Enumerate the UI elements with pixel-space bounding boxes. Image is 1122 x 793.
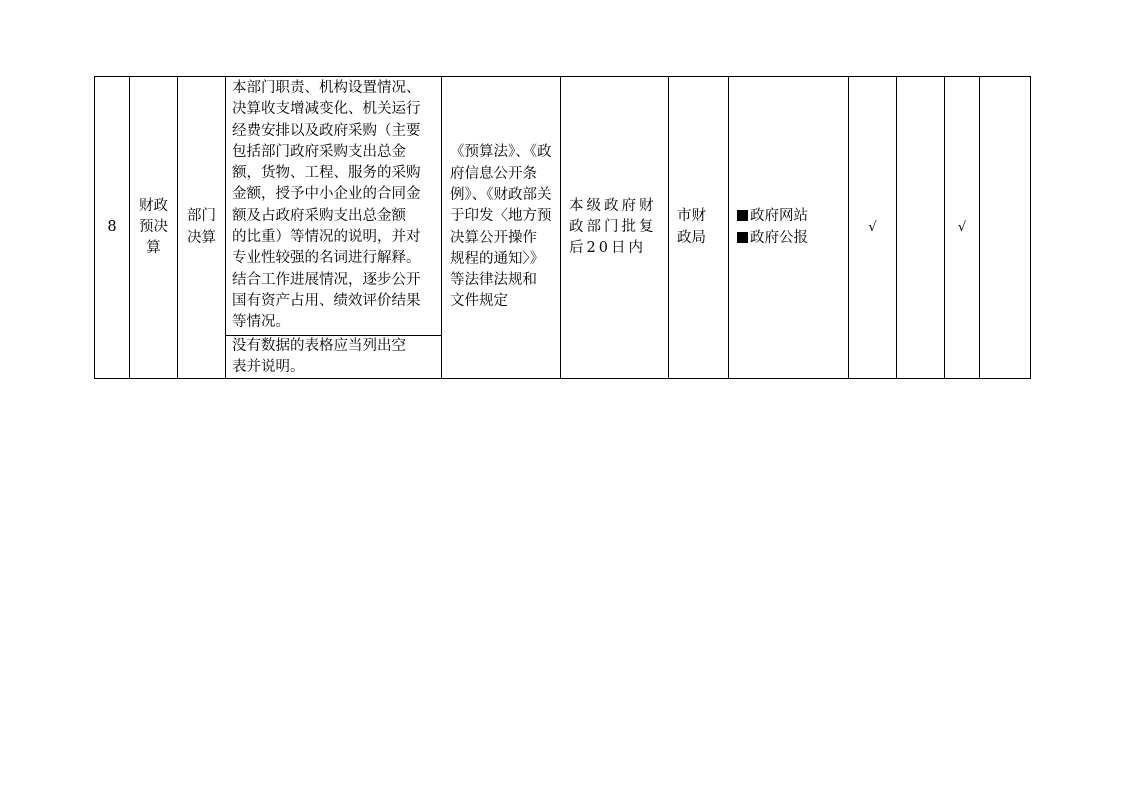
content-line: 没有数据的表格应当列出空 — [232, 337, 406, 354]
filled-square-icon — [737, 232, 748, 243]
disclosure-table — [94, 76, 1031, 379]
content-line: 等情况。 — [232, 314, 290, 331]
check-cell — [945, 77, 980, 379]
content-line: 的比重）等情况的说明，并对 — [232, 229, 421, 246]
content-line: 本部门职责、机构设置情况、 — [232, 80, 421, 96]
time-limit-line: 本级政府财 — [569, 197, 657, 214]
content-line: 专业性较强的名词进行解释。 — [232, 250, 421, 267]
check-mark-icon: √ — [868, 219, 877, 235]
filled-square-icon — [737, 210, 748, 221]
item-cell — [178, 77, 226, 379]
basis-line: 等法律法规和 — [450, 272, 537, 289]
channel-cell — [729, 77, 849, 379]
basis-line: 文件规定 — [450, 293, 508, 310]
department-line: 政局 — [677, 229, 706, 246]
check-mark-icon: √ — [957, 219, 967, 235]
basis-line: 例》、《财政部关 — [450, 186, 552, 203]
time-limit-line: 政部门批复 — [569, 218, 657, 235]
department-cell — [669, 77, 729, 379]
content-line: 包括部门政府采购支出总金 — [232, 143, 406, 160]
department-line: 市财 — [677, 208, 706, 225]
channel-item — [737, 228, 840, 249]
channel-label: 政府网站 — [750, 208, 808, 225]
content-line: 决算收支增减变化、机关运行 — [232, 101, 421, 118]
content-line: 表并说明。 — [232, 358, 305, 375]
category-line: 财政 — [139, 197, 168, 214]
row-number: 8 — [107, 218, 117, 235]
channel-label: 政府公报 — [750, 229, 808, 246]
time-limit-cell — [561, 77, 669, 379]
content-line: 结合工作进展情况，逐步公开 — [232, 271, 421, 288]
check-cell — [897, 77, 945, 379]
category-line: 预决 — [139, 218, 168, 235]
category-line: 算 — [146, 240, 161, 257]
content-line: 经费安排以及政府采购（主要 — [232, 122, 421, 139]
row-number-cell — [95, 77, 130, 379]
content-main-cell — [226, 77, 442, 336]
basis-line: 规程的通知〉》 — [450, 250, 545, 267]
basis-line: 府信息公开条 — [450, 165, 537, 182]
check-cell — [849, 77, 897, 379]
basis-cell — [442, 77, 561, 379]
content-extra-cell — [226, 335, 442, 379]
item-line: 决算 — [187, 229, 216, 246]
check-cell — [980, 77, 1031, 379]
content-line: 额，货物、工程、服务的采购 — [232, 165, 421, 182]
basis-line: 于印发〈地方预 — [450, 208, 552, 225]
table-row — [95, 77, 1031, 336]
time-limit-line: 后20日内 — [569, 240, 646, 257]
basis-line: 决算公开操作 — [450, 229, 537, 246]
category-cell — [130, 77, 178, 379]
item-line: 部门 — [187, 208, 216, 225]
channel-item — [737, 206, 840, 227]
content-line: 国有资产占用、绩效评价结果 — [232, 292, 421, 309]
basis-line: 《预算法》、《政 — [450, 144, 552, 161]
content-line: 额及占政府采购支出总金额 — [232, 207, 406, 224]
content-line: 金额，授予中小企业的合同金 — [232, 186, 421, 203]
